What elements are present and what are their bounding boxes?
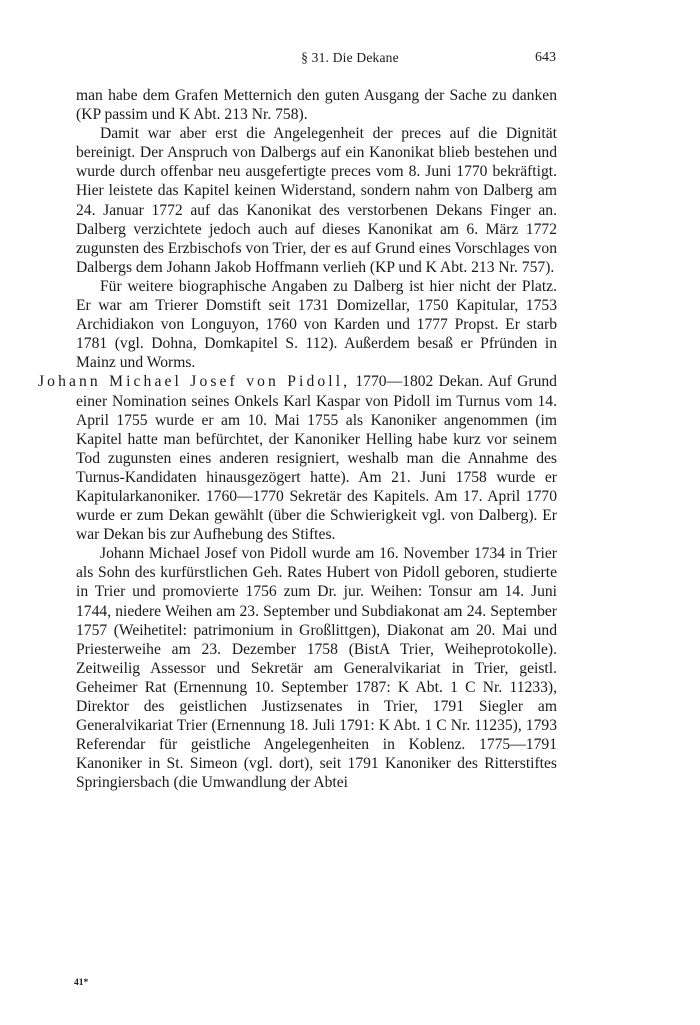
entry-text: 1770—1802 Dekan. Auf Grund einer Nomination seines Onkels Karl Kaspar von Pidoll im Turnus vom 14. April 1755 wurde er am 10. Mai 1755 als Kanoniker angenommen (im Kapitel hatte man befürchtet, der Kanoniker Helling habe kurz vor seinem Tod zugunsten eines anderen resigniert, weshalb man die Annahme des Turnus-Kandidaten hinausgezögert hatte). Am 21. Juni 1758 wurde er Kapitularkanoniker. 1760—1770 Sekretär des Kapitels. Am 17. April 1770 wurde er zum Dekan gewählt (über die Schwierigkeit vgl. von Dalberg). Er war Dekan bis zur Aufhebung des Stiftes. (76, 373, 557, 544)
page-number: 643 (535, 50, 556, 65)
paragraph: Für weitere biographische Angaben zu Dalberg ist hier nicht der Platz. Er war am Trierer Domstift seit 1731 Domizellar, 1750 Kapitular, 1753 Archidiakon von Longuyon, 1760 von Karden und 1777 Propst. Er starb 1781 (vgl. Dohna, Domkapitel S. 112). Außerdem besaß er Pfründen in Mainz und Worms. (76, 277, 557, 372)
paragraph: Damit war aber erst die Angelegenheit der preces auf die Dignität bereinigt. Der Anspruch von Dalbergs auf ein Kanonikat blieb bestehen und wurde durch offenbar neu ausgefertigte preces vom 8. Juni 1770 bekräftigt. Hier leistete das Kapitel keinen Widerstand, sondern nahm von Dalberg am 24. Januar 1772 auf das Kanonikat des verstorbenen Dekans Finger an. Dalberg verzichtete jedoch auch auf dieses Kanonikat am 6. März 1772 zugunsten des Erzbischofs von Trier, der es auf Grund eines Vorschlages von Dalbergs dem Johann Jakob Hoffmann verlieh (KP und K Abt. 213 Nr. 757). (76, 125, 557, 276)
body-text (38, 86, 557, 792)
biography-entry (38, 372, 557, 544)
running-header: § 31. Die Dekane (301, 50, 399, 65)
paragraph: Johann Michael Josef von Pidoll wurde am 16. November 1734 in Trier als Sohn des kurfürstlichen Geh. Rates Hubert von Pidoll geboren, studierte in Trier und promovierte 1756 zum Dr. jur. Weihen: Tonsur am 14. Juni 1744, niedere Weihen am 23. September und Subdiakonat am 24. September 1757 (Weihetitel: patrimonium in Großlittgen), Diakonat am 20. Mai und Priesterweihe am 23. Dezember 1758 (BistA Trier, Weiheprotokolle). Zeitweilig Assessor und Sekretär am Generalvikariat in Trier, geistl. Geheimer Rat (Ernennung 10. September 1787: K Abt. 1 C Nr. 11233), Direktor des geistlichen Justizsenates in Trier, 1791 Siegler am Generalvikariat Trier (Ernennung 18. Juli 1791: K Abt. 1 C Nr. 11235), 1793 Referendar für geistliche Angelegenheiten in Koblenz. 1775—1791 Kanoniker in St. Simeon (vgl. dort), seit 1791 Kanoniker des Ritterstiftes Springiersbach (die Umwandlung der Abtei (76, 545, 557, 792)
paragraph: man habe dem Grafen Metternich den guten Ausgang der Sache zu danken (KP passim und K Abt. 213 Nr. 758). (76, 87, 557, 124)
signature-mark: 41* (74, 978, 89, 988)
entry-name: Johann Michael Josef von Pidoll, (38, 373, 351, 391)
